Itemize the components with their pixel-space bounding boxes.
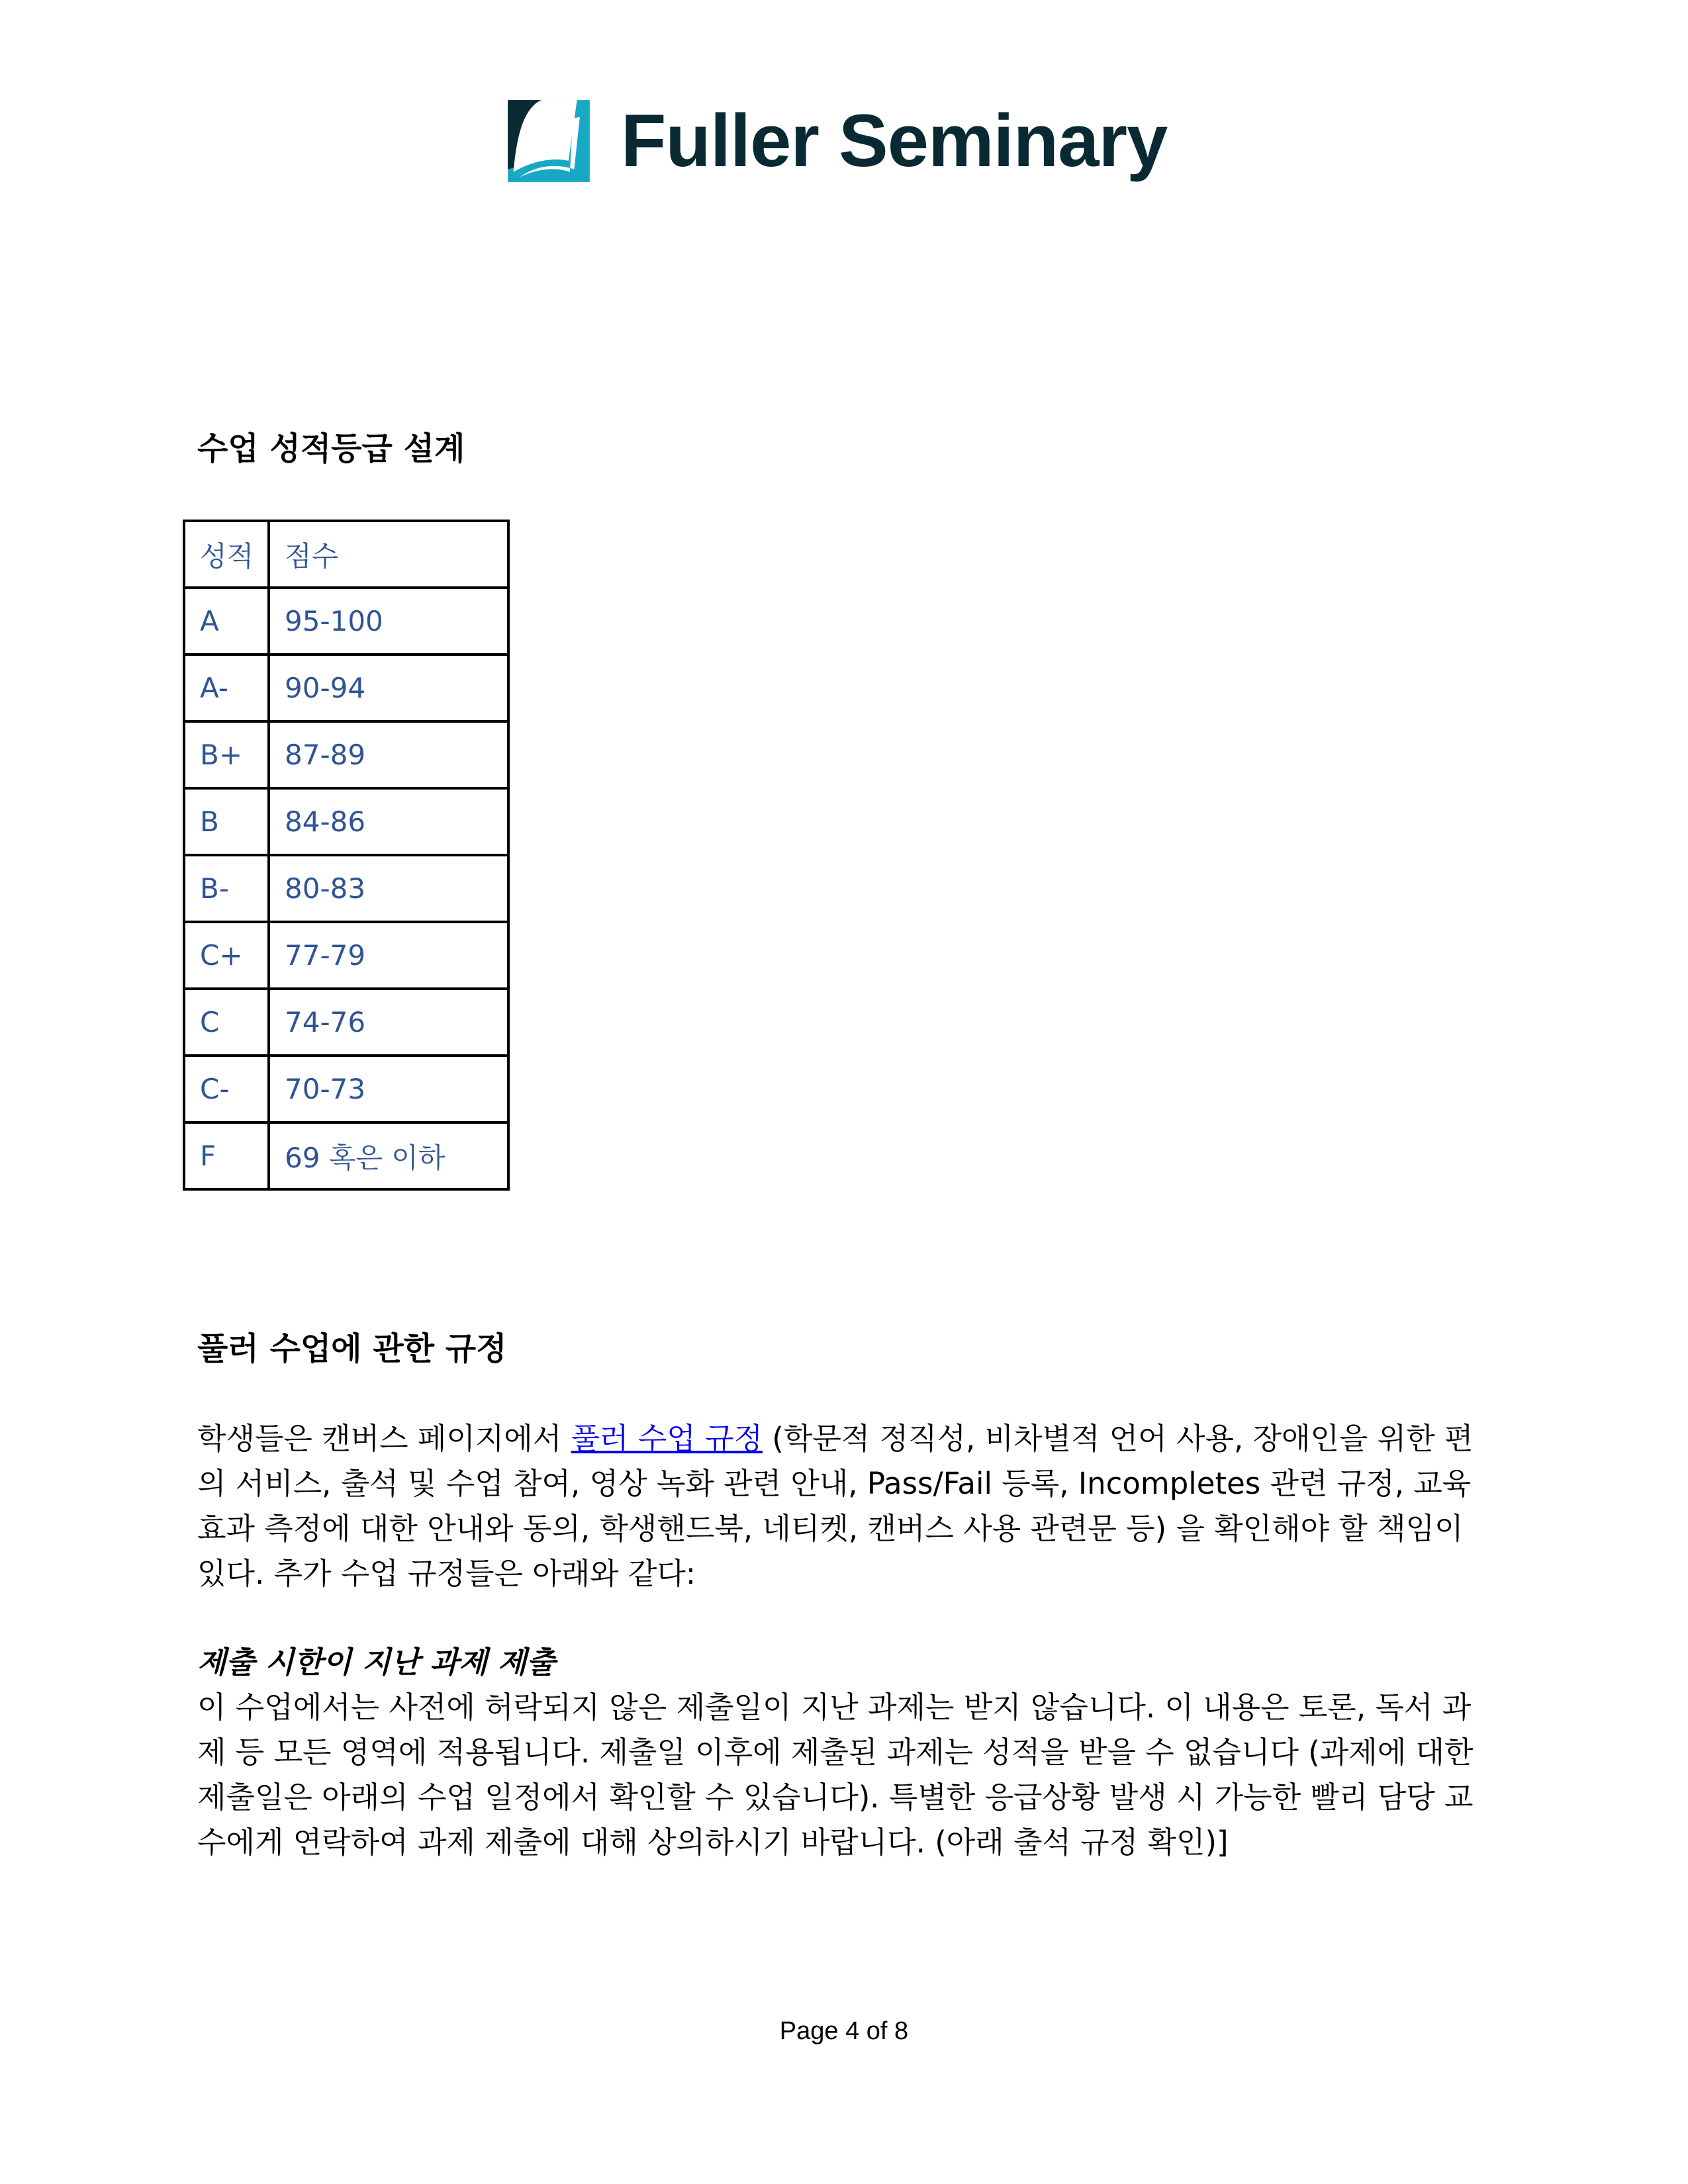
logo-text: Fuller Seminary [621,99,1168,182]
policies-intro [197,1416,1495,1596]
table-row [184,922,508,989]
late-work-body: 이 수업에서는 사전에 허락되지 않은 제출일이 지난 과제는 받지 않습니다. 이 내용은 토론, 독서 과제 등 모든 영역에 적용됩니다. 제출일 이후에 제출된 과제는 성적을 받을 수 없습니다 (과제에 대한 제출일은 아래의 수업 일정에서 확인할 수 있습니다). 특별한 응급상황 발생 시 가능한 빨리 담당 교수에게 연락하여 과제 제출에 대해 상의하시기 바랍니다. (아래 출석 규정 확인)] [197,1690,1474,1860]
grade-cell: B- [184,855,269,922]
score-cell: 95-100 [269,588,508,655]
grade-cell: A- [184,655,269,721]
page-number: Page 4 of 8 [779,2017,909,2045]
grade-table [183,520,510,1191]
score-cell: 70-73 [269,1056,508,1122]
score-cell: 77-79 [269,922,508,989]
grade-cell: C [184,989,269,1056]
grade-cell: A [184,588,269,655]
grade-cell: B [184,788,269,855]
grading-title: 수업 성적등급 설계 [197,430,465,467]
fuller-seminary-logo [506,98,1167,184]
score-cell: 69 혹은 이하 [269,1122,508,1189]
header-grade: 성적 [184,521,269,588]
table-row [184,1122,508,1189]
header-score: 점수 [269,521,508,588]
intro-text: 학생들은 캔버스 페이지에서 [197,1421,571,1456]
table-header-row [184,521,508,588]
grade-cell: B+ [184,721,269,788]
score-cell: 84-86 [269,788,508,855]
fuller-course-policies-link[interactable]: 풀러 수업 규정 [571,1421,763,1456]
table-row [184,1056,508,1122]
score-cell: 87-89 [269,721,508,788]
grade-cell: F [184,1122,269,1189]
late-work-title: 제출 시한이 지난 과제 제출 [197,1645,555,1680]
open-book-icon [506,99,591,183]
policies-title: 풀러 수업에 관한 규정 [197,1330,507,1367]
score-cell: 74-76 [269,989,508,1056]
score-cell: 90-94 [269,655,508,721]
table-row [184,655,508,721]
grade-cell: C+ [184,922,269,989]
table-row [184,989,508,1056]
intro-text-continued: (학문적 정직성, 비차별적 언어 사용, 장애인을 위한 편의 서비스, 출석 및 수업 참여, 영상 녹화 관련 안내, Pass/Fail 등록, Incompletes 관련 규정, 교육효과 측정에 대한 안내와 동의, 학생핸드북, 네티켓, 캔버스 사용 관련문 등) 을 확인해야 할 책임이 있다. 추가 수업 규정들은 아래와 같다: [197,1421,1474,1591]
grade-cell: C- [184,1056,269,1122]
score-cell: 80-83 [269,855,508,922]
table-row [184,721,508,788]
table-row [184,588,508,655]
table-row [184,855,508,922]
table-row [184,788,508,855]
